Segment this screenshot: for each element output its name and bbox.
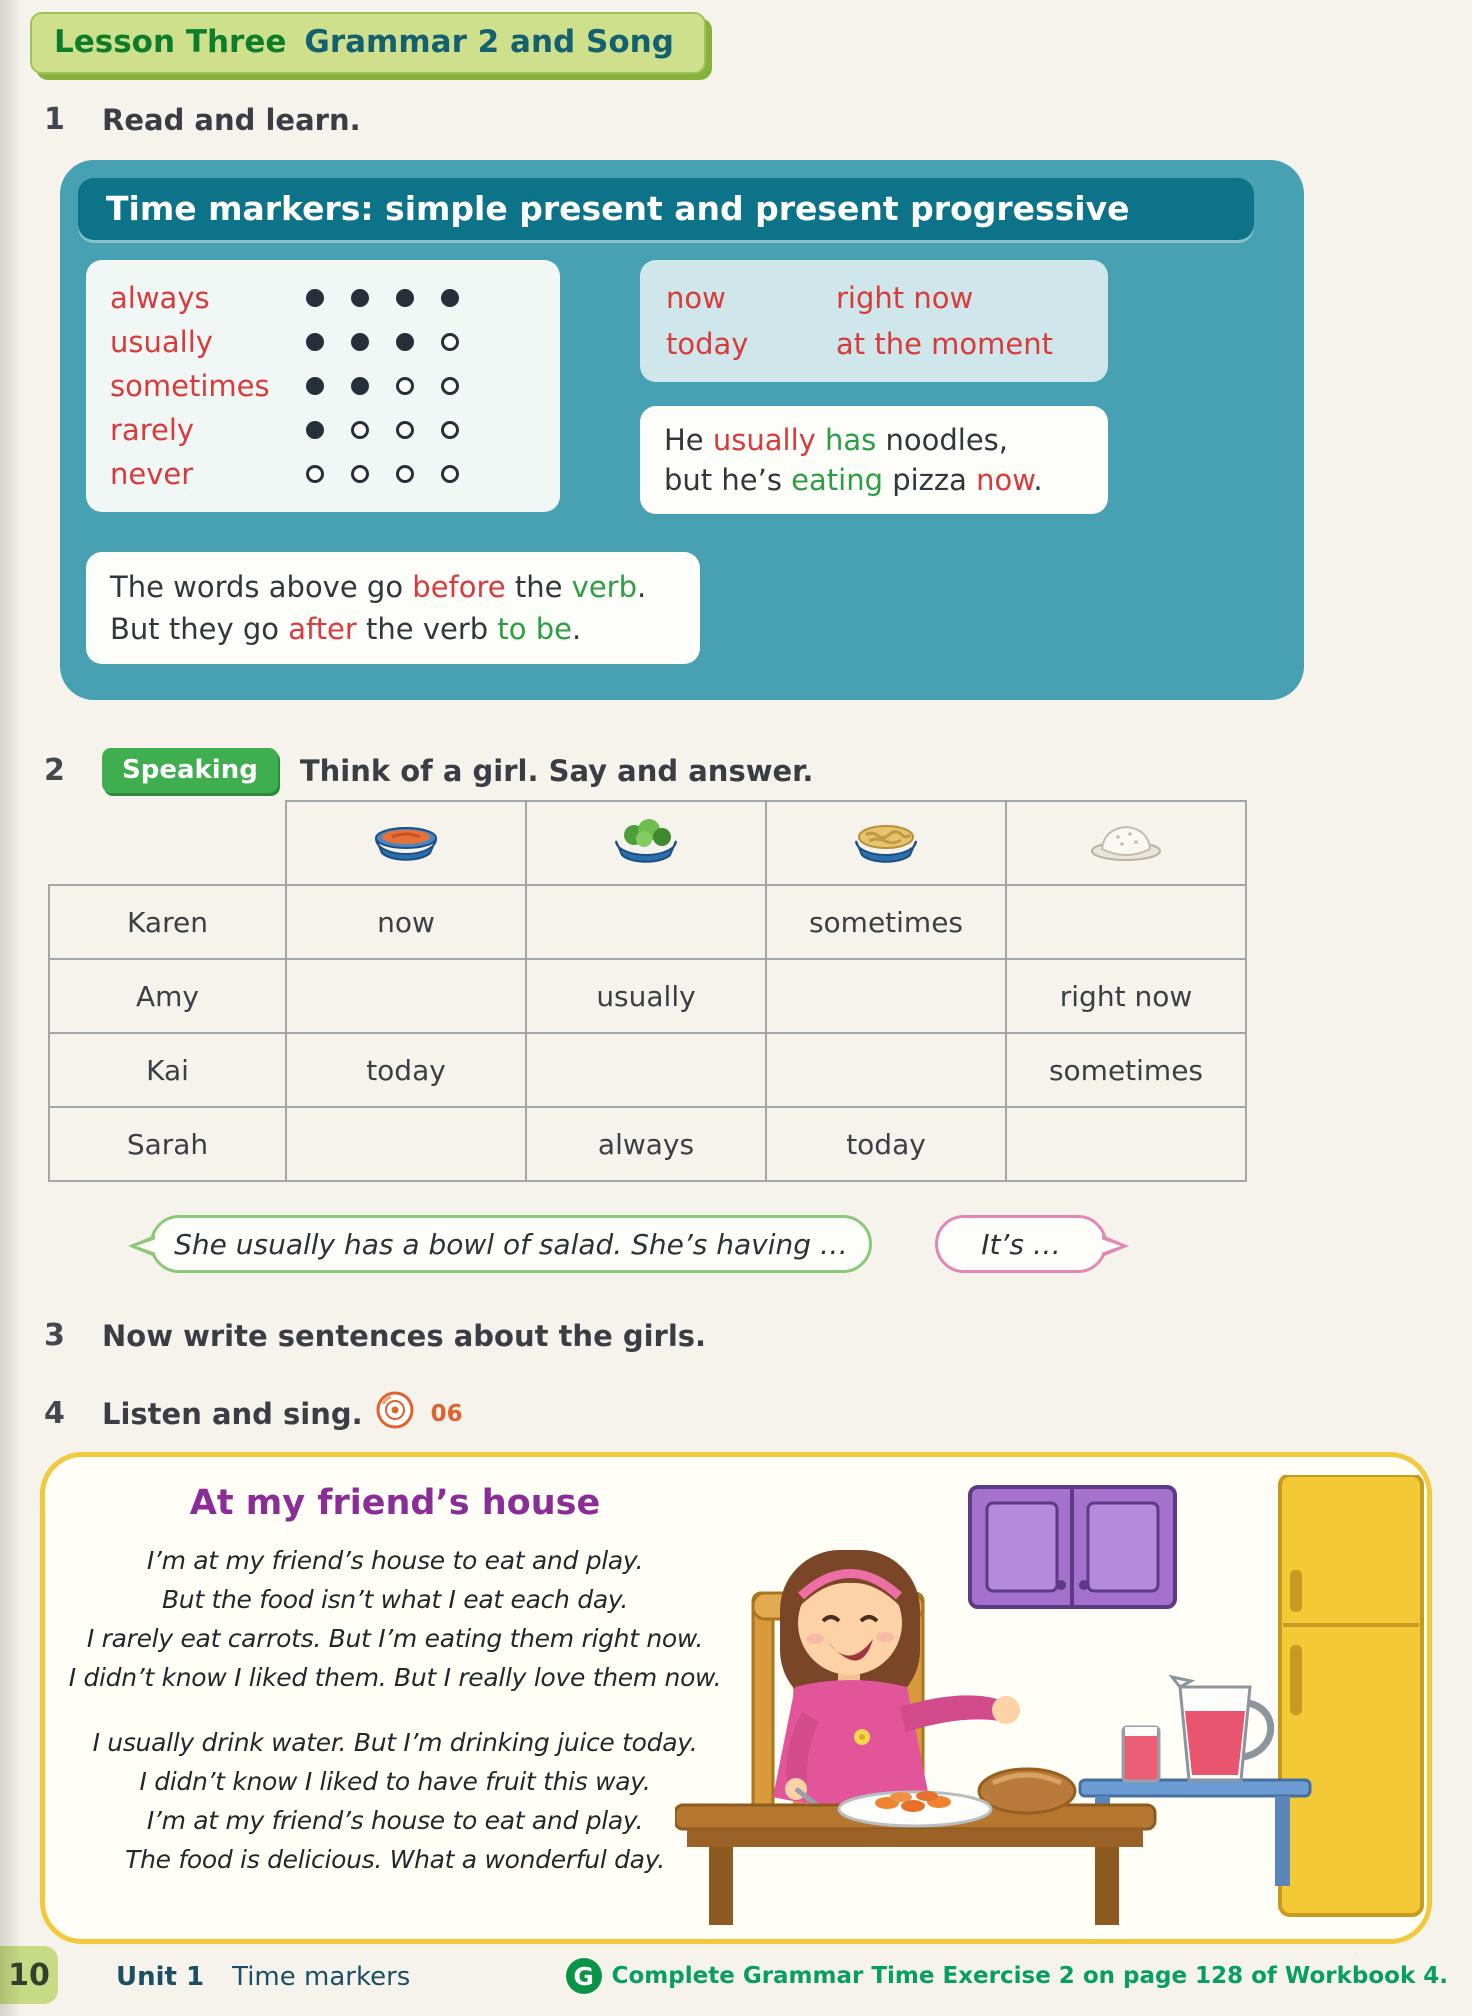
wall-cabinets (970, 1487, 1175, 1607)
grammar-badge-icon: G (566, 1958, 602, 1994)
grammar-rule-panel (86, 552, 700, 664)
grammar-time-box (60, 160, 1304, 700)
activity-1-heading (44, 102, 361, 137)
juice-glass (1123, 1727, 1159, 1781)
table-cell (526, 1033, 766, 1107)
page-number-tab: 10 (0, 1946, 58, 2004)
salad-icon (526, 801, 766, 885)
activity-2-heading (44, 748, 813, 793)
time-marker: today (666, 327, 749, 361)
workbook-reference (566, 1958, 1448, 1994)
empty-header-cell (49, 801, 286, 885)
workbook-reference-text: Complete Grammar Time Exercise 2 on page 128 of Workbook 4. (611, 1963, 1448, 1989)
table-cell (1006, 885, 1246, 959)
table-cell: now (286, 885, 526, 959)
table-cell: always (526, 1107, 766, 1181)
frequency-word: sometimes (110, 369, 270, 403)
juice-pitcher (1172, 1677, 1271, 1780)
example-line-2: but he’s eating pizza now. (664, 463, 1043, 497)
frequency-word: rarely (110, 413, 195, 447)
table-cell: sometimes (1006, 1033, 1246, 1107)
fridge (1280, 1475, 1422, 1915)
activity-4-heading (44, 1390, 463, 1437)
table-cell: today (286, 1033, 526, 1107)
table-cell (286, 959, 526, 1033)
noodles-icon (766, 801, 1006, 885)
activity-4-number: 4 (44, 1396, 65, 1431)
row-name: Karen (49, 885, 286, 959)
now-time-markers-panel (640, 260, 1108, 382)
soup-icon (286, 801, 526, 885)
example-line-1: He usually has noodles, (664, 423, 1008, 457)
frequency-dots (306, 465, 459, 483)
rule-line-1: The words above go before the verb. (110, 570, 647, 604)
frequency-dots (306, 377, 459, 395)
time-marker: now (666, 281, 726, 315)
lesson-banner (30, 12, 706, 74)
frequency-word: never (110, 457, 194, 491)
food-frequency-table (48, 800, 1247, 1182)
speaking-badge: Speaking (102, 748, 278, 793)
table-cell (766, 1033, 1006, 1107)
lesson-subtitle: Grammar 2 and Song (304, 24, 674, 60)
activity-3-heading (44, 1318, 706, 1353)
activity-1-number: 1 (44, 102, 65, 137)
plate-of-carrots (839, 1791, 991, 1826)
song-illustration (675, 1475, 1425, 1935)
time-marker: right now (836, 281, 974, 315)
example-speech-bubble: She usually has a bowl of salad. She’s having … (150, 1215, 872, 1273)
bread (979, 1769, 1075, 1813)
rule-line-2: But they go after the verb to be. (110, 612, 582, 646)
row-name: Kai (49, 1033, 286, 1107)
frequency-row (110, 408, 536, 452)
frequency-row (110, 452, 536, 496)
table-cell: sometimes (766, 885, 1006, 959)
time-marker: at the moment (836, 327, 1054, 361)
verse-1: I’m at my friend’s house to eat and play. But the food isn’t what I eat each day. I rarely eat carrots. But I’m eating them right now. I didn’t know I liked them. But I really love them now. (68, 1546, 722, 1692)
verse-2: I usually drink water. But I’m drinking juice today. I didn’t know I liked to have fruit this way. I’m at my friend’s house to eat and play. The food is delicious. What a wonderful day. (92, 1728, 698, 1874)
table-cell (526, 885, 766, 959)
frequency-word: usually (110, 325, 213, 359)
table-cell: usually (526, 959, 766, 1033)
song-title: At my friend’s house (189, 1483, 601, 1523)
frequency-dots (306, 333, 459, 351)
song-box (40, 1452, 1432, 1944)
row-name: Amy (49, 959, 286, 1033)
activity-2-instruction: Think of a girl. Say and answer. (299, 753, 814, 788)
frequency-row (110, 364, 536, 408)
unit-label: Unit 1 (116, 1962, 205, 1992)
frequency-dots (306, 289, 459, 307)
table-cell: today (766, 1107, 1006, 1181)
frequency-dots (306, 421, 459, 439)
answer-speech-bubble: It’s … (935, 1215, 1107, 1273)
table-cell: right now (1006, 959, 1246, 1033)
rice-icon (1006, 801, 1246, 885)
table-cell (286, 1107, 526, 1181)
footer-unit-info (116, 1962, 410, 1992)
song-lyrics (45, 1541, 745, 1879)
table-cell (1006, 1107, 1246, 1181)
grammar-box-title: Time markers: simple present and present progressive (78, 178, 1254, 240)
activity-2-number: 2 (44, 753, 65, 788)
table-cell (766, 959, 1006, 1033)
example-sentence-panel (640, 406, 1108, 514)
activity-1-instruction: Read and learn. (102, 102, 361, 137)
frequency-word: always (110, 281, 210, 315)
frequency-adverbs-panel (86, 260, 560, 512)
frequency-row (110, 276, 536, 320)
unit-topic: Time markers (232, 1962, 411, 1992)
frequency-row (110, 320, 536, 364)
track-number: 06 (430, 1400, 463, 1427)
row-name: Sarah (49, 1107, 286, 1181)
activity-3-number: 3 (44, 1318, 65, 1353)
lesson-title: Lesson Three (54, 24, 287, 60)
activity-4-instruction: Listen and sing. (102, 1396, 363, 1431)
activity-3-instruction: Now write sentences about the girls. (102, 1318, 707, 1353)
cd-disc-icon (375, 1390, 415, 1437)
